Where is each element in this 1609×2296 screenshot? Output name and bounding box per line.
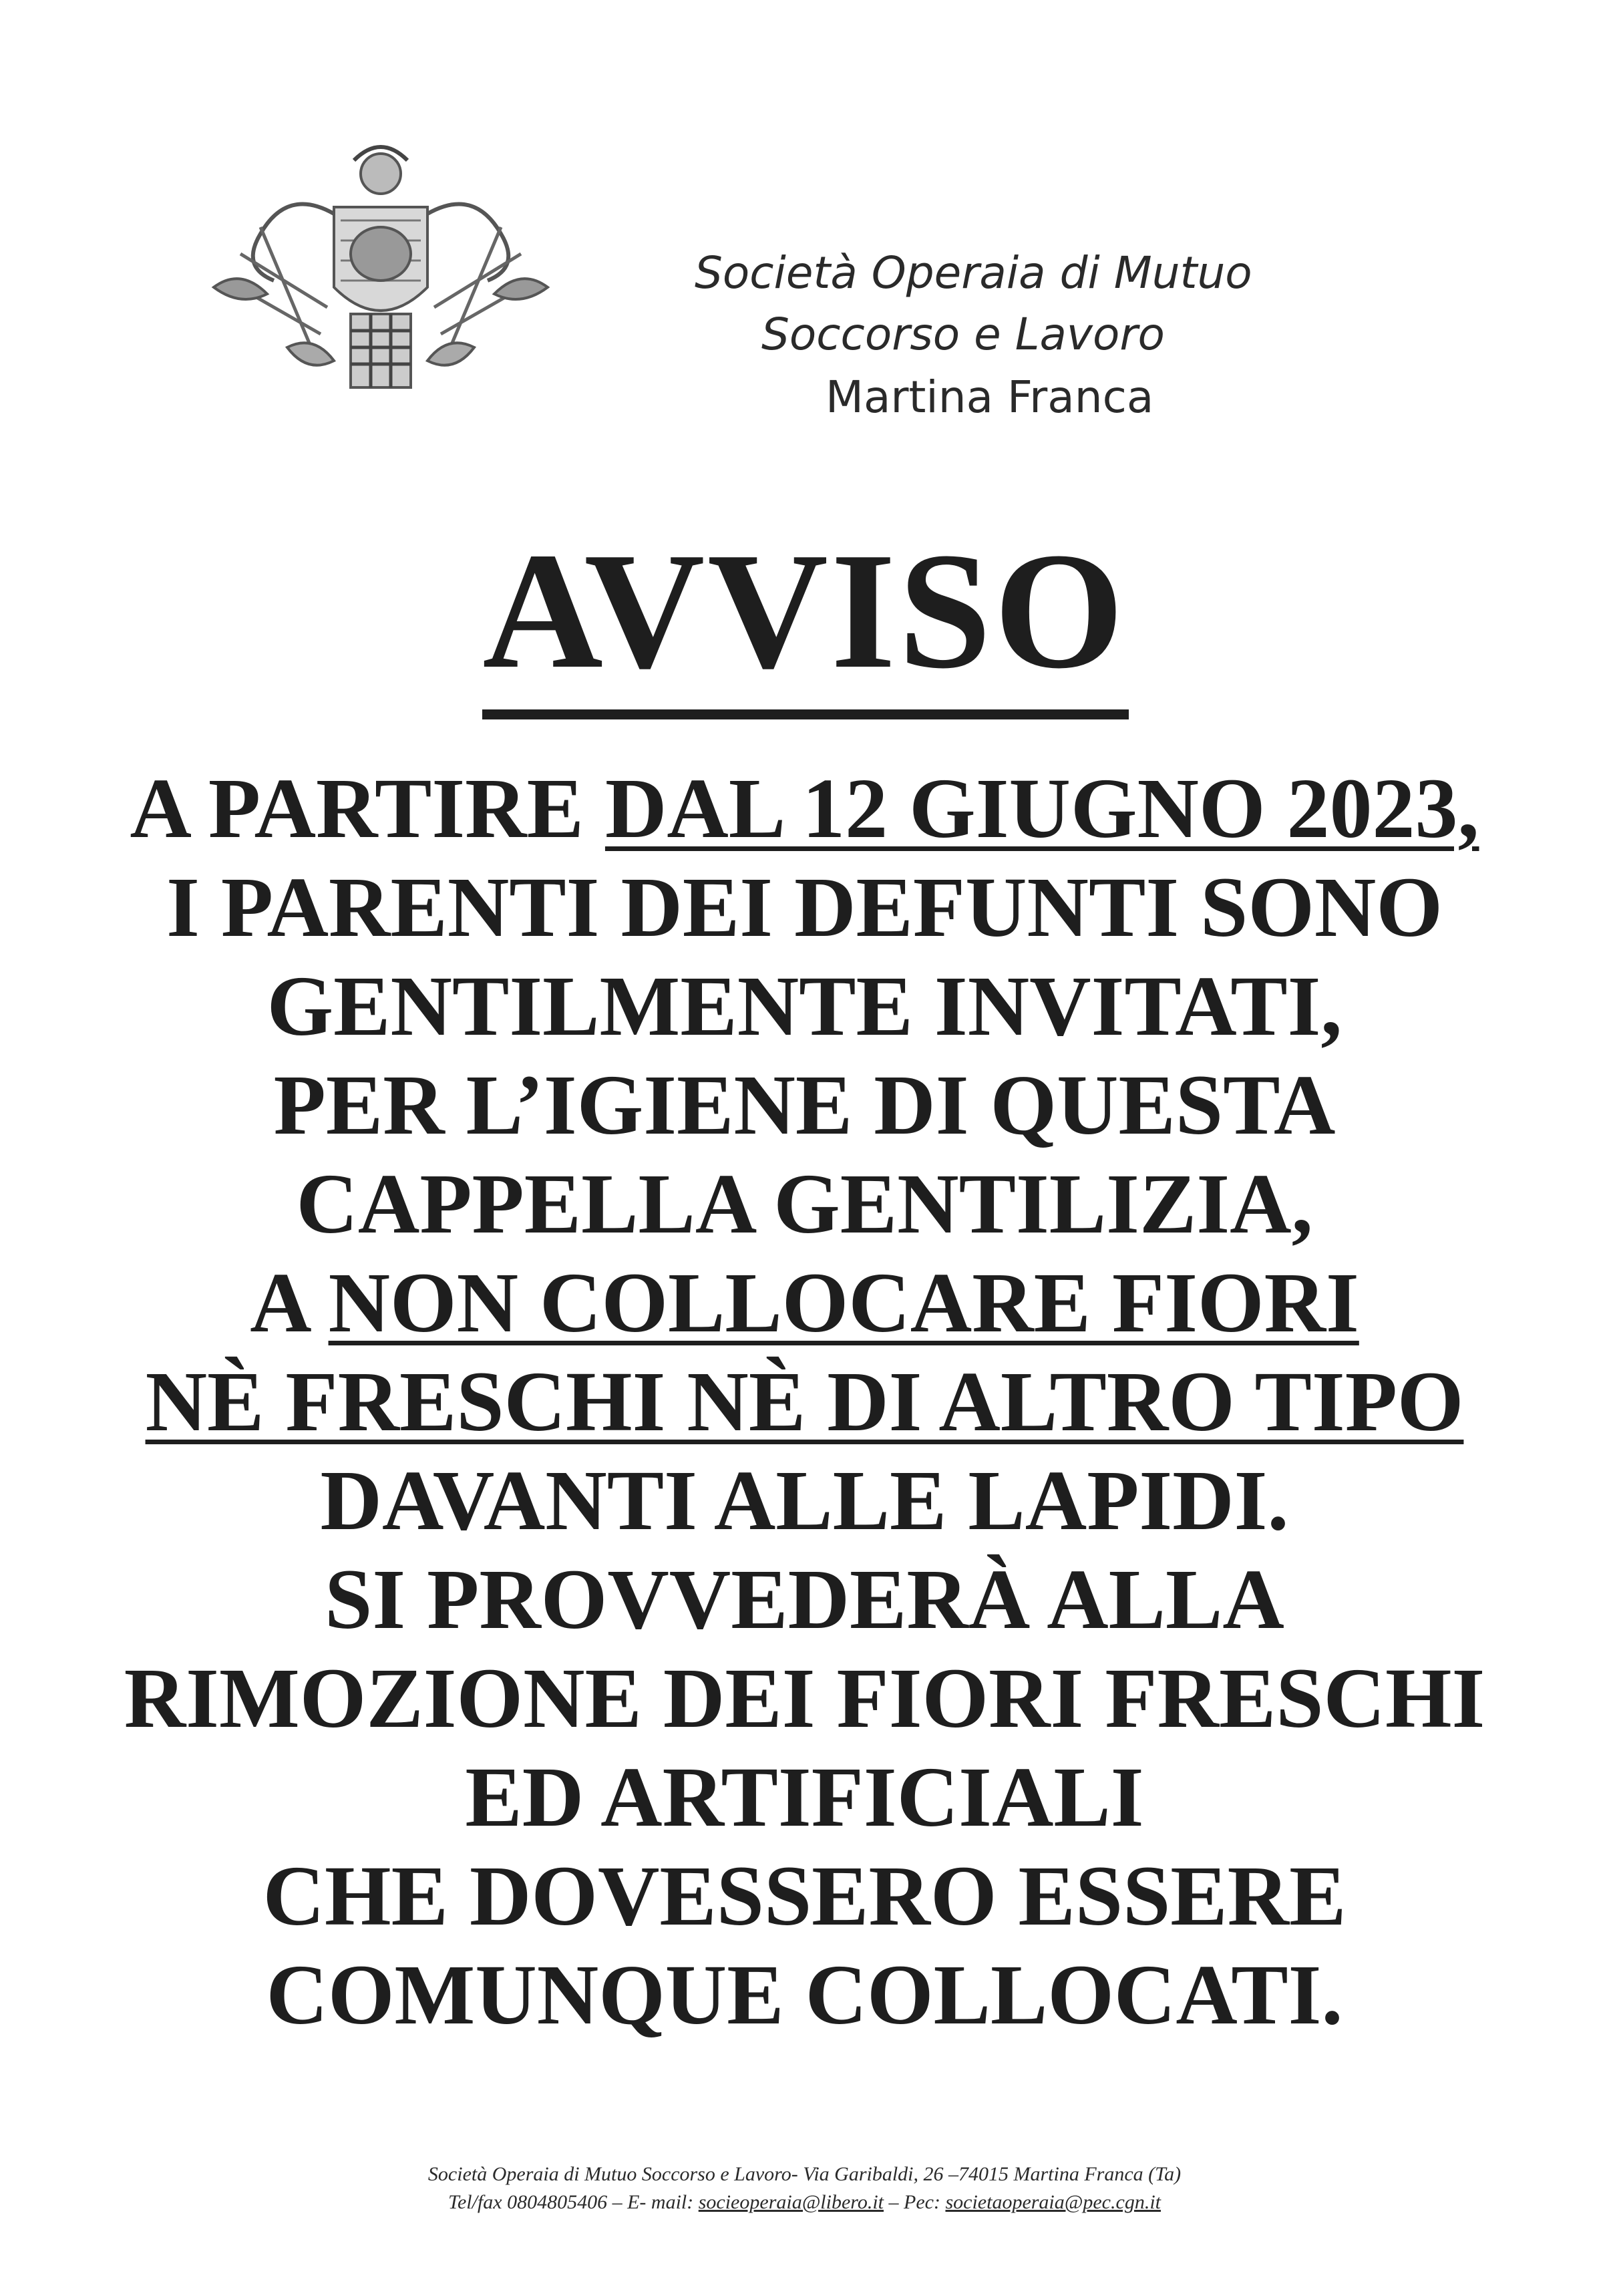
title-underline xyxy=(482,709,1129,719)
notice-line-8: DAVANTI ALLE LAPIDI. xyxy=(320,1453,1289,1548)
notice-line-3: GENTILMENTE INVITATI, xyxy=(266,959,1343,1053)
notice-line-6 xyxy=(0,1256,1609,1349)
notice-date: DAL 12 GIUGNO 2023, xyxy=(604,761,1479,856)
notice-line-1 xyxy=(0,762,1609,855)
notice-line-12: CHE DOVESSERO ESSERE xyxy=(262,1848,1347,1943)
footer-email-link[interactable]: socieoperaia@libero.it xyxy=(698,2191,884,2213)
notice-line-13: COMUNQUE COLLOCATI. xyxy=(266,1947,1343,2042)
org-name-line-3: Martina Franca xyxy=(826,371,1154,423)
notice-line-11: ED ARTIFICIALI xyxy=(465,1750,1144,1844)
notice-line-5: CAPPELLA GENTILIZIA, xyxy=(296,1156,1313,1251)
footer-pec-label: – Pec: xyxy=(884,2191,946,2213)
page-title: AVVISO xyxy=(482,518,1127,703)
notice-line-2: I PARENTI DEI DEFUNTI SONO xyxy=(166,860,1443,955)
org-name-line-2: Soccorso e Lavoro xyxy=(761,309,1165,360)
footer-address: Società Operaia di Mutuo Soccorso e Lavoro- Via Garibaldi, 26 –74015 Martina Franca (Ta) xyxy=(427,2163,1182,2185)
footer-pec-link[interactable]: societaoperaia@pec.cgn.it xyxy=(945,2191,1161,2213)
footer-contacts xyxy=(0,2191,1609,2214)
notice-line-7-emphasis: NÈ FRESCHI NÈ DI ALTRO TIPO xyxy=(145,1354,1464,1449)
notice-line-1-text: A PARTIRE xyxy=(130,761,605,856)
notice-line-6-text: A xyxy=(250,1255,329,1350)
notice-line-6-emphasis: NON COLLOCARE FIORI xyxy=(328,1255,1359,1350)
notice-line-7 xyxy=(0,1355,1609,1448)
org-name-line-1: Società Operaia di Mutuo xyxy=(695,247,1252,299)
crest-emblem-icon xyxy=(200,134,561,401)
notice-line-4: PER L’IGIENE DI QUESTA xyxy=(273,1057,1336,1152)
notice-line-10: RIMOZIONE DEI FIORI FRESCHI xyxy=(124,1651,1485,1746)
footer-phone: Tel/fax 0804805406 – E- mail: xyxy=(448,2191,699,2213)
notice-line-9: SI PROVVEDERÀ ALLA xyxy=(325,1552,1284,1647)
